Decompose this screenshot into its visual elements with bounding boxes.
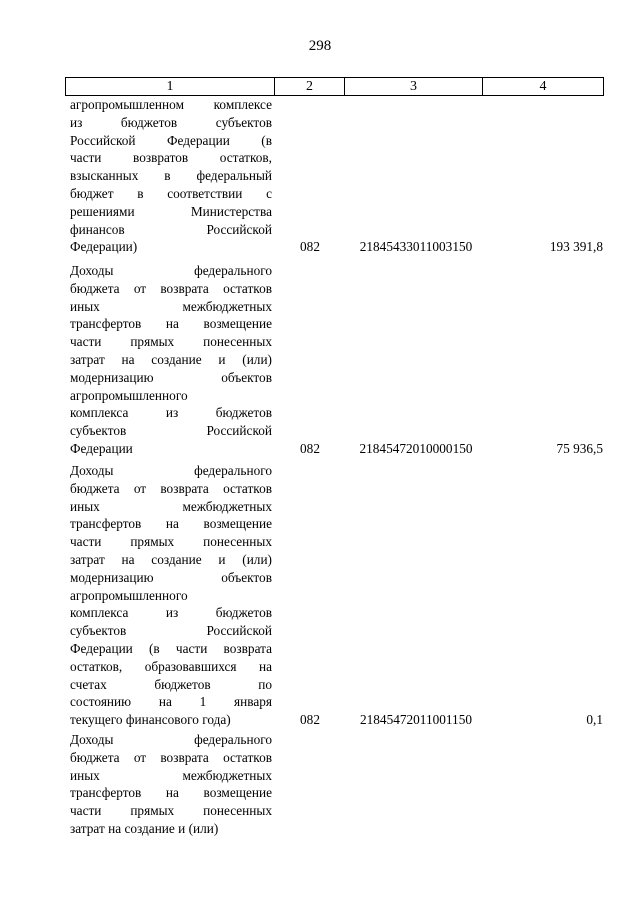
description-line: Федерации) [70, 239, 138, 255]
table-header [65, 77, 604, 96]
row-description [70, 731, 272, 838]
row-amount: 193 391,8 [549, 239, 603, 255]
header-col-2: 2 [275, 78, 345, 95]
description-line: комплекса из бюджетов [70, 605, 272, 621]
description-line: финансов Российской [70, 221, 272, 237]
row-code: 082 [300, 239, 320, 255]
row-description [70, 462, 272, 729]
description-line: иных межбюджетных [70, 767, 272, 783]
description-line: состоянию на 1 января [70, 694, 272, 710]
description-line: части возвратов остатков, [70, 150, 272, 166]
description-line: иных межбюджетных [70, 298, 272, 314]
description-line: трансфертов на возмещение [70, 516, 272, 532]
page-number: 298 [308, 38, 332, 54]
row-code: 082 [300, 712, 320, 728]
description-line: Российской Федерации (в [70, 132, 272, 148]
description-line: комплекса из бюджетов [70, 405, 272, 421]
description-line: взысканных в федеральный [70, 168, 272, 184]
description-line: Доходы федерального [70, 263, 272, 278]
description-line: трансфертов на возмещение [70, 316, 272, 332]
header-col-1: 1 [66, 78, 275, 95]
description-line: модернизацию объектов [70, 369, 272, 385]
description-line: бюджета от возврата остатков [70, 749, 272, 765]
description-line: Федерации (в части возврата [70, 640, 272, 656]
description-line: бюджета от возврата остатков [70, 480, 272, 496]
header-col-3: 3 [345, 78, 483, 95]
description-line: из бюджетов субъектов [70, 114, 272, 130]
row-kbk: 21845472011001150 [359, 712, 473, 728]
description-line: затрат на создание и (или) [70, 351, 272, 367]
description-line: агропромышленном комплексе [70, 97, 272, 112]
row-amount: 75 936,5 [556, 441, 603, 456]
row-description [70, 96, 272, 256]
description-line: агропромышленного [70, 587, 188, 603]
description-line: счетах бюджетов по [70, 676, 272, 692]
row-description [70, 262, 272, 458]
description-line: бюджет в соответствии с [70, 185, 272, 201]
description-line: части прямых понесенных [70, 534, 272, 550]
description-line: субъектов Российской [70, 423, 272, 439]
description-line: трансфертов на возмещение [70, 785, 272, 801]
description-line: части прямых понесенных [70, 803, 272, 819]
description-line: агропромышленного [70, 387, 188, 403]
description-line: Доходы федерального [70, 732, 272, 747]
description-line: решениями Министерства [70, 203, 272, 219]
description-line: иных межбюджетных [70, 498, 272, 514]
row-kbk: 21845472010000150 [359, 441, 473, 456]
description-line: затрат на создание и (или) [70, 820, 219, 836]
description-line: Федерации [70, 440, 133, 456]
description-line: бюджета от возврата остатков [70, 280, 272, 296]
row-kbk: 21845433011003150 [359, 239, 473, 255]
row-code: 082 [300, 441, 320, 456]
description-line: Доходы федерального [70, 463, 272, 478]
header-col-4: 4 [539, 79, 547, 94]
description-line: текущего финансового года) [70, 712, 231, 728]
description-line: субъектов Российской [70, 623, 272, 639]
description-line: остатков, образовавшихся на [70, 658, 272, 674]
description-line: затрат на создание и (или) [70, 551, 272, 567]
description-line: модернизацию объектов [70, 569, 272, 585]
row-amount: 0,1 [586, 712, 603, 728]
description-line: части прямых понесенных [70, 334, 272, 350]
